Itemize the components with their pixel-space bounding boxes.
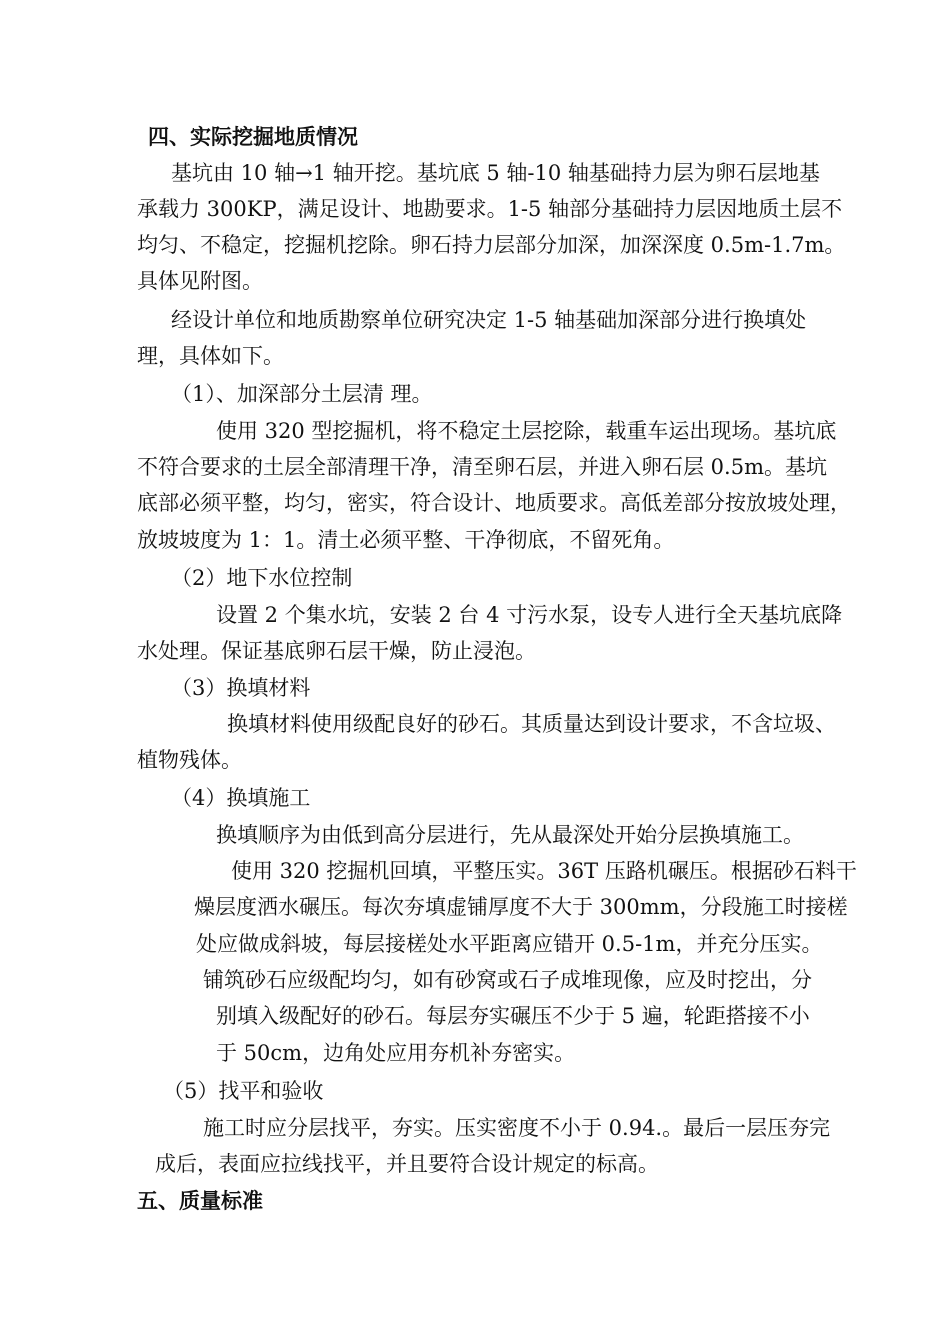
paragraph-line: 经设计单位和地质勘察单位研究决定 1-5 轴基础加深部分进行换填处 — [171, 308, 807, 332]
paragraph-line: 具体见附图。 — [137, 269, 263, 293]
paragraph-line: 底部必须平整，均匀，密实，符合设计、地质要求。高低差部分按放坡处理， — [137, 491, 851, 515]
paragraph-line: 不符合要求的土层全部清理干净，清至卵石层，并进入卵石层 0.5m。基坑 — [137, 455, 827, 479]
paragraph-line: 施工时应分层找平，夯实。压实密度不小于 0.94.。最后一层压夯完 — [203, 1116, 831, 1140]
item-heading: （2）地下水位控制 — [171, 566, 353, 590]
section-5-title: 五、质量标准 — [137, 1189, 263, 1213]
item-heading: （3）换填材料 — [171, 676, 311, 700]
item-heading: （4）换填施工 — [171, 786, 311, 810]
paragraph-line: 放坡坡度为 1：1。清土必须平整、干净彻底，不留死角。 — [137, 528, 675, 552]
paragraph-line: 别填入级配好的砂石。每层夯实碾压不少于 5 遍，轮距搭接不小 — [216, 1004, 810, 1028]
paragraph-line: 换填材料使用级配良好的砂石。其质量达到设计要求，不含垃圾、 — [227, 712, 836, 736]
paragraph-line: 承载力 300KP，满足设计、地勘要求。1-5 轴部分基础持力层因地质土层不 — [137, 197, 843, 221]
paragraph-line: 成后，表面应拉线找平，并且要符合设计规定的标高。 — [155, 1152, 659, 1176]
paragraph-line: 于 50cm，边角处应用夯机补夯密实。 — [216, 1041, 576, 1065]
paragraph-line: 水处理。保证基底卵石层干燥，防止浸泡。 — [137, 639, 536, 663]
paragraph-line: 换填顺序为由低到高分层进行，先从最深处开始分层换填施工。 — [216, 823, 804, 847]
paragraph-line: 理，具体如下。 — [137, 344, 284, 368]
paragraph-line: 设置 2 个集水坑，安装 2 台 4 寸污水泵，设专人进行全天基坑底降 — [216, 603, 843, 627]
paragraph-line: 处应做成斜坡，每层接槎处水平距离应错开 0.5-1m，并充分压实。 — [196, 932, 823, 956]
paragraph-line: 均匀、不稳定，挖掘机挖除。卵石持力层部分加深，加深深度 0.5m-1.7m。 — [137, 233, 846, 257]
item-heading: （1）、加深部分土层清 理。 — [171, 382, 433, 406]
paragraph-line: 使用 320 挖掘机回填，平整压实。36T 压路机碾压。根据砂石料干 — [231, 859, 857, 883]
paragraph-line: 铺筑砂石应级配均匀，如有砂窝或石子成堆现像，应及时挖出，分 — [203, 968, 812, 992]
paragraph-line: 基坑由 10 轴→1 轴开挖。基坑底 5 轴-10 轴基础持力层为卵石层地基 — [171, 161, 820, 185]
paragraph-line: 使用 320 型挖掘机，将不稳定土层挖除，载重车运出现场。基坑底 — [216, 419, 837, 443]
paragraph-line: 植物残体。 — [137, 748, 242, 772]
section-4-title: 四、实际挖掘地质情况 — [148, 125, 358, 149]
paragraph-line: 燥层度洒水碾压。每次夯填虚铺厚度不大于 300mm，分段施工时接槎 — [194, 895, 848, 919]
item-heading: （5）找平和验收 — [163, 1079, 324, 1103]
